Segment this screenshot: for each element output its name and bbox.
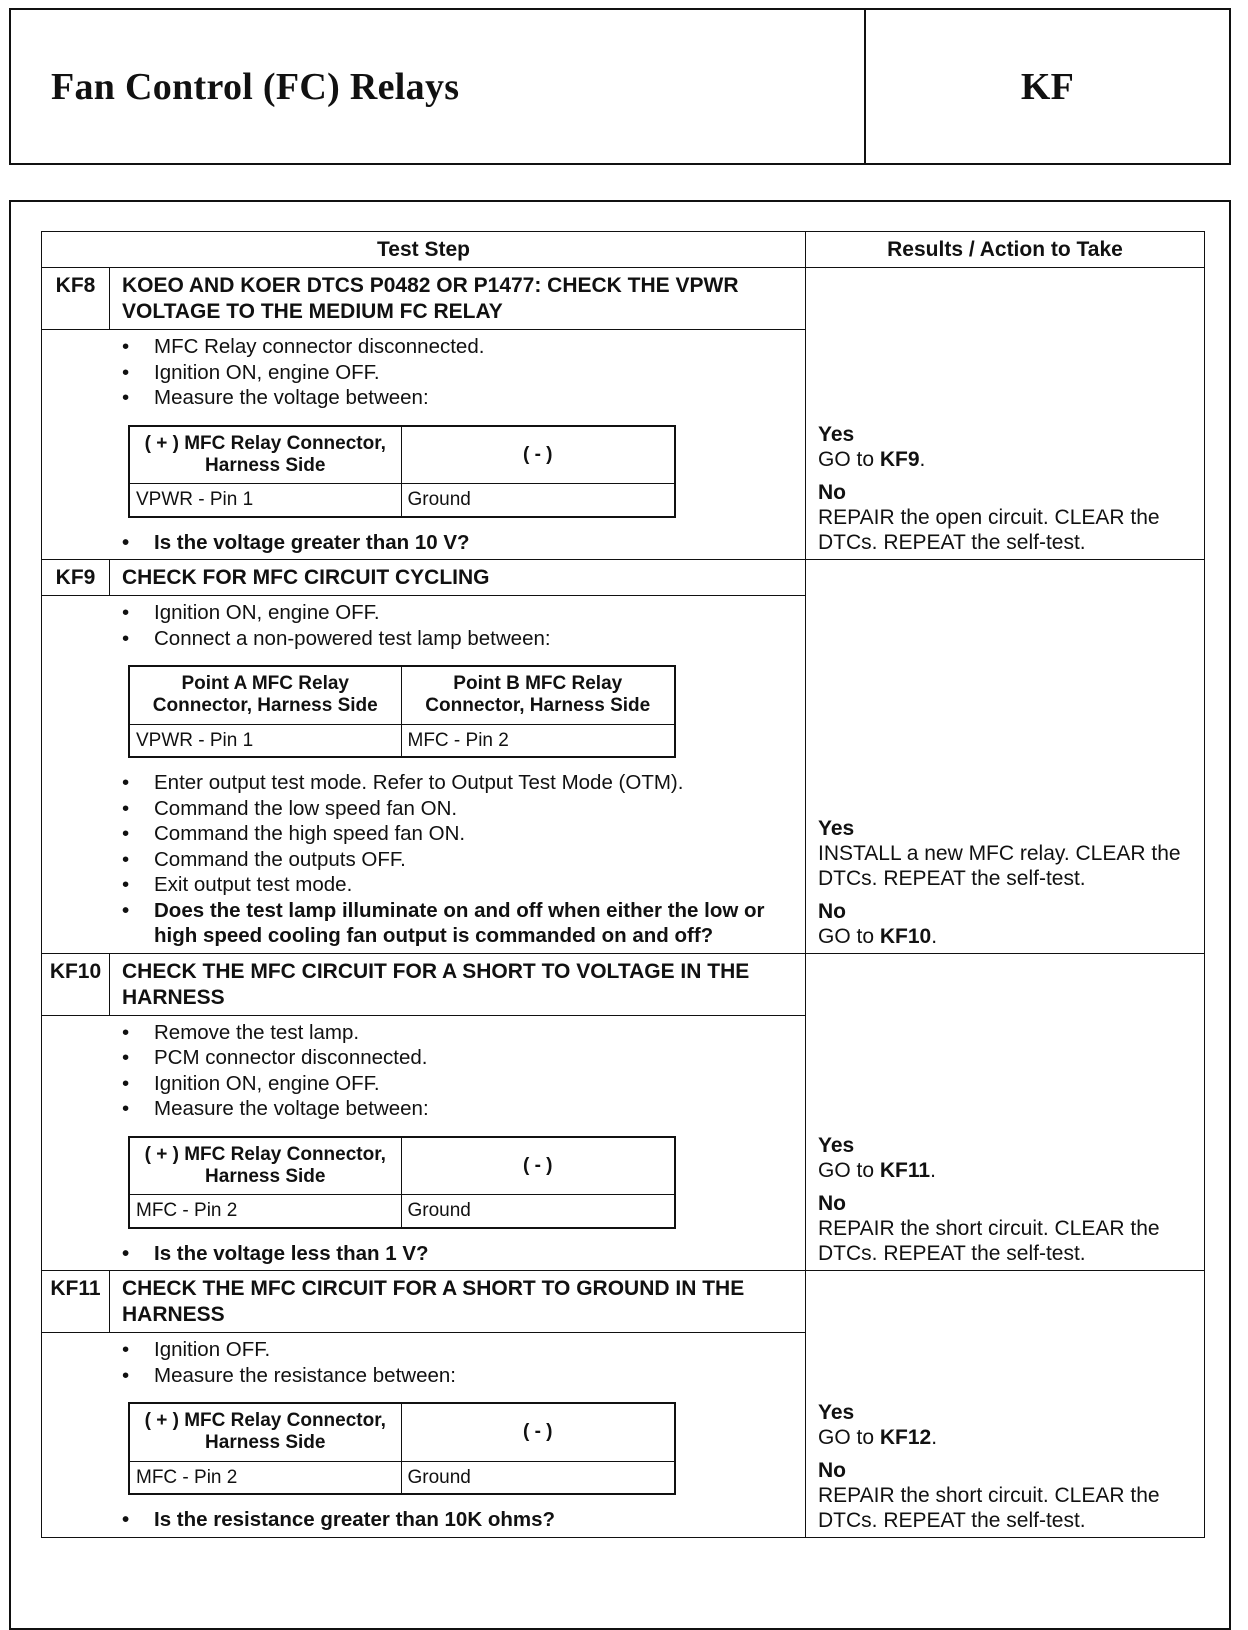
yes-action — [818, 841, 1200, 891]
instruction-item: • PCM connector disconnected. — [122, 1045, 795, 1071]
test-step-column — [42, 560, 806, 953]
instruction-item: • Command the high speed fan ON. — [122, 821, 795, 847]
yes-action-end: . — [930, 1159, 936, 1182]
step-question: • Is the voltage greater than 10 V? — [122, 530, 795, 556]
results-column — [806, 954, 1204, 1271]
measurement-header-positive: ( + ) MFC Relay Connector, Harness Side — [129, 1137, 401, 1195]
measurement-header-positive: ( + ) MFC Relay Connector, Harness Side — [129, 1403, 401, 1461]
no-action-end: . — [931, 924, 938, 948]
instruction-item: • Ignition ON, engine OFF. — [122, 360, 795, 386]
measurement-value-positive: VPWR - Pin 1 — [129, 724, 401, 757]
yes-action-text: GO to — [818, 448, 880, 471]
test-step-column — [42, 954, 806, 1271]
measurement-value-positive: VPWR - Pin 1 — [129, 484, 401, 517]
measurement-header-positive: Point A MFC Relay Connector, Harness Side — [129, 666, 401, 724]
table-header-row — [42, 232, 1204, 268]
yes-label: Yes — [818, 816, 855, 840]
results-column — [806, 1271, 1204, 1537]
measurement-value-negative: Ground — [401, 1195, 675, 1228]
measurement-header-negative: ( - ) — [401, 1137, 675, 1195]
step-instructions-continued — [122, 530, 795, 556]
measurement-header-negative: ( - ) — [401, 1403, 675, 1461]
no-action — [818, 505, 1200, 555]
step-number: KF10 — [42, 954, 110, 1015]
step-instructions-continued — [122, 1507, 795, 1533]
measurement-value-row — [129, 1461, 675, 1494]
yes-action-text: INSTALL a new MFC relay. CLEAR the DTCs. REPEAT the self-test. — [818, 841, 1181, 890]
yes-action-end: . — [919, 448, 926, 471]
instruction-item: • Ignition ON, engine OFF. — [122, 1071, 795, 1097]
measurement-value-row — [129, 484, 675, 517]
measurement-header-negative: Point B MFC Relay Connector, Harness Side — [401, 666, 675, 724]
step-body — [42, 1016, 805, 1271]
instruction-item: • Measure the voltage between: — [122, 385, 795, 411]
measurement-table — [128, 425, 676, 518]
step-body — [42, 330, 805, 559]
measurement-value-negative: Ground — [401, 1461, 675, 1494]
step-body — [42, 1333, 805, 1537]
step-question: • Does the test lamp illuminate on and off when either the low or high speed cooling fan output is commanded on and off? — [122, 898, 795, 949]
step-title: KOEO AND KOER DTCS P0482 OR P1477: CHECK THE VPWR VOLTAGE TO THE MEDIUM FC RELAY — [122, 274, 739, 323]
no-label: No — [818, 1458, 846, 1482]
step-question: • Is the voltage less than 1 V? — [122, 1241, 795, 1267]
results-column — [806, 268, 1204, 559]
step-header — [42, 1271, 805, 1333]
yes-action — [818, 1425, 1200, 1450]
page-header — [9, 8, 1231, 165]
no-action-text: REPAIR the short circuit. CLEAR the DTCs. REPEAT the self-test. — [818, 1483, 1160, 1532]
yes-action — [818, 1158, 1200, 1183]
yes-action — [818, 447, 1200, 472]
step-instructions — [122, 1020, 795, 1122]
yes-go-to-ref: KF11 — [879, 1159, 931, 1182]
header-code-cell — [866, 10, 1229, 163]
yes-label: Yes — [818, 423, 855, 446]
measurement-value-row — [129, 724, 675, 757]
step-instructions — [122, 1337, 795, 1388]
no-action — [818, 1216, 1200, 1266]
page-title: Fan Control (FC) Relays — [51, 65, 460, 108]
yes-label: Yes — [818, 1400, 855, 1424]
column-header-results: Results / Action to Take — [887, 237, 1123, 261]
no-label: No — [818, 481, 846, 504]
measurement-table — [128, 1136, 676, 1229]
no-action-text: GO to — [818, 924, 880, 948]
instruction-item: • Remove the test lamp. — [122, 1020, 795, 1046]
yes-go-to-ref: KF12 — [879, 1425, 932, 1449]
instruction-item: • Measure the resistance between: — [122, 1363, 795, 1389]
step-question: • Is the resistance greater than 10K ohms? — [122, 1507, 795, 1533]
measurement-header-row — [129, 426, 675, 484]
measurement-header-row — [129, 666, 675, 724]
measurement-header-row — [129, 1137, 675, 1195]
no-action — [818, 1483, 1200, 1533]
instruction-item: • Command the low speed fan ON. — [122, 796, 795, 822]
measurement-table — [128, 665, 676, 758]
column-header-test-step: Test Step — [42, 232, 806, 267]
instruction-item: • Measure the voltage between: — [122, 1096, 795, 1122]
yes-action-text: GO to — [818, 1159, 880, 1182]
step-header — [42, 268, 805, 330]
content-frame — [9, 200, 1231, 1630]
test-step-section — [42, 1271, 1204, 1537]
instruction-item: • Connect a non-powered test lamp between: — [122, 626, 795, 652]
test-step-section — [42, 560, 1204, 954]
step-instructions — [122, 334, 795, 411]
step-number: KF9 — [42, 560, 110, 595]
section-code: KF — [1020, 65, 1075, 108]
test-step-table — [41, 231, 1205, 1538]
instruction-item: • MFC Relay connector disconnected. — [122, 334, 795, 360]
instruction-item: • Exit output test mode. — [122, 872, 795, 898]
no-action-text: REPAIR the open circuit. CLEAR the DTCs. REPEAT the self-test. — [818, 506, 1160, 554]
step-title: CHECK FOR MFC CIRCUIT CYCLING — [122, 566, 490, 589]
measurement-header-positive: ( + ) MFC Relay Connector, Harness Side — [129, 426, 401, 484]
measurement-value-negative: Ground — [401, 484, 675, 517]
step-header — [42, 954, 805, 1016]
measurement-value-positive: MFC - Pin 2 — [129, 1461, 401, 1494]
yes-action-end: . — [931, 1425, 938, 1449]
header-title-cell — [11, 10, 866, 163]
yes-action-text: GO to — [818, 1425, 880, 1449]
yes-label: Yes — [818, 1134, 855, 1157]
no-label: No — [818, 1192, 846, 1215]
step-body — [42, 596, 805, 953]
step-title: CHECK THE MFC CIRCUIT FOR A SHORT TO GROUND IN THE HARNESS — [122, 1277, 745, 1326]
measurement-table — [128, 1402, 676, 1495]
test-step-column — [42, 1271, 806, 1537]
no-action-text: REPAIR the short circuit. CLEAR the DTCs. REPEAT the self-test. — [818, 1217, 1160, 1265]
measurement-value-row — [129, 1195, 675, 1228]
measurement-header-row — [129, 1403, 675, 1461]
instruction-item: • Command the outputs OFF. — [122, 847, 795, 873]
results-column — [806, 560, 1204, 953]
step-instructions-continued — [122, 770, 795, 949]
step-number: KF8 — [42, 268, 110, 329]
test-step-section — [42, 954, 1204, 1272]
no-go-to-ref: KF10 — [879, 924, 932, 948]
no-action — [818, 924, 1200, 949]
step-title: CHECK THE MFC CIRCUIT FOR A SHORT TO VOLTAGE IN THE HARNESS — [122, 959, 750, 1009]
measurement-value-negative: MFC - Pin 2 — [401, 724, 675, 757]
instruction-item: • Enter output test mode. Refer to Output Test Mode (OTM). — [122, 770, 795, 796]
measurement-header-negative: ( - ) — [401, 426, 675, 484]
measurement-value-positive: MFC - Pin 2 — [129, 1195, 401, 1228]
no-label: No — [818, 899, 846, 923]
test-step-column — [42, 268, 806, 559]
yes-go-to-ref: KF9 — [879, 448, 920, 471]
instruction-item: • Ignition ON, engine OFF. — [122, 600, 795, 626]
test-step-sections — [42, 268, 1204, 1537]
instruction-item: • Ignition OFF. — [122, 1337, 795, 1363]
step-header — [42, 560, 805, 596]
test-step-section — [42, 268, 1204, 560]
step-number: KF11 — [42, 1271, 110, 1332]
step-instructions-continued — [122, 1241, 795, 1267]
step-instructions — [122, 600, 795, 651]
